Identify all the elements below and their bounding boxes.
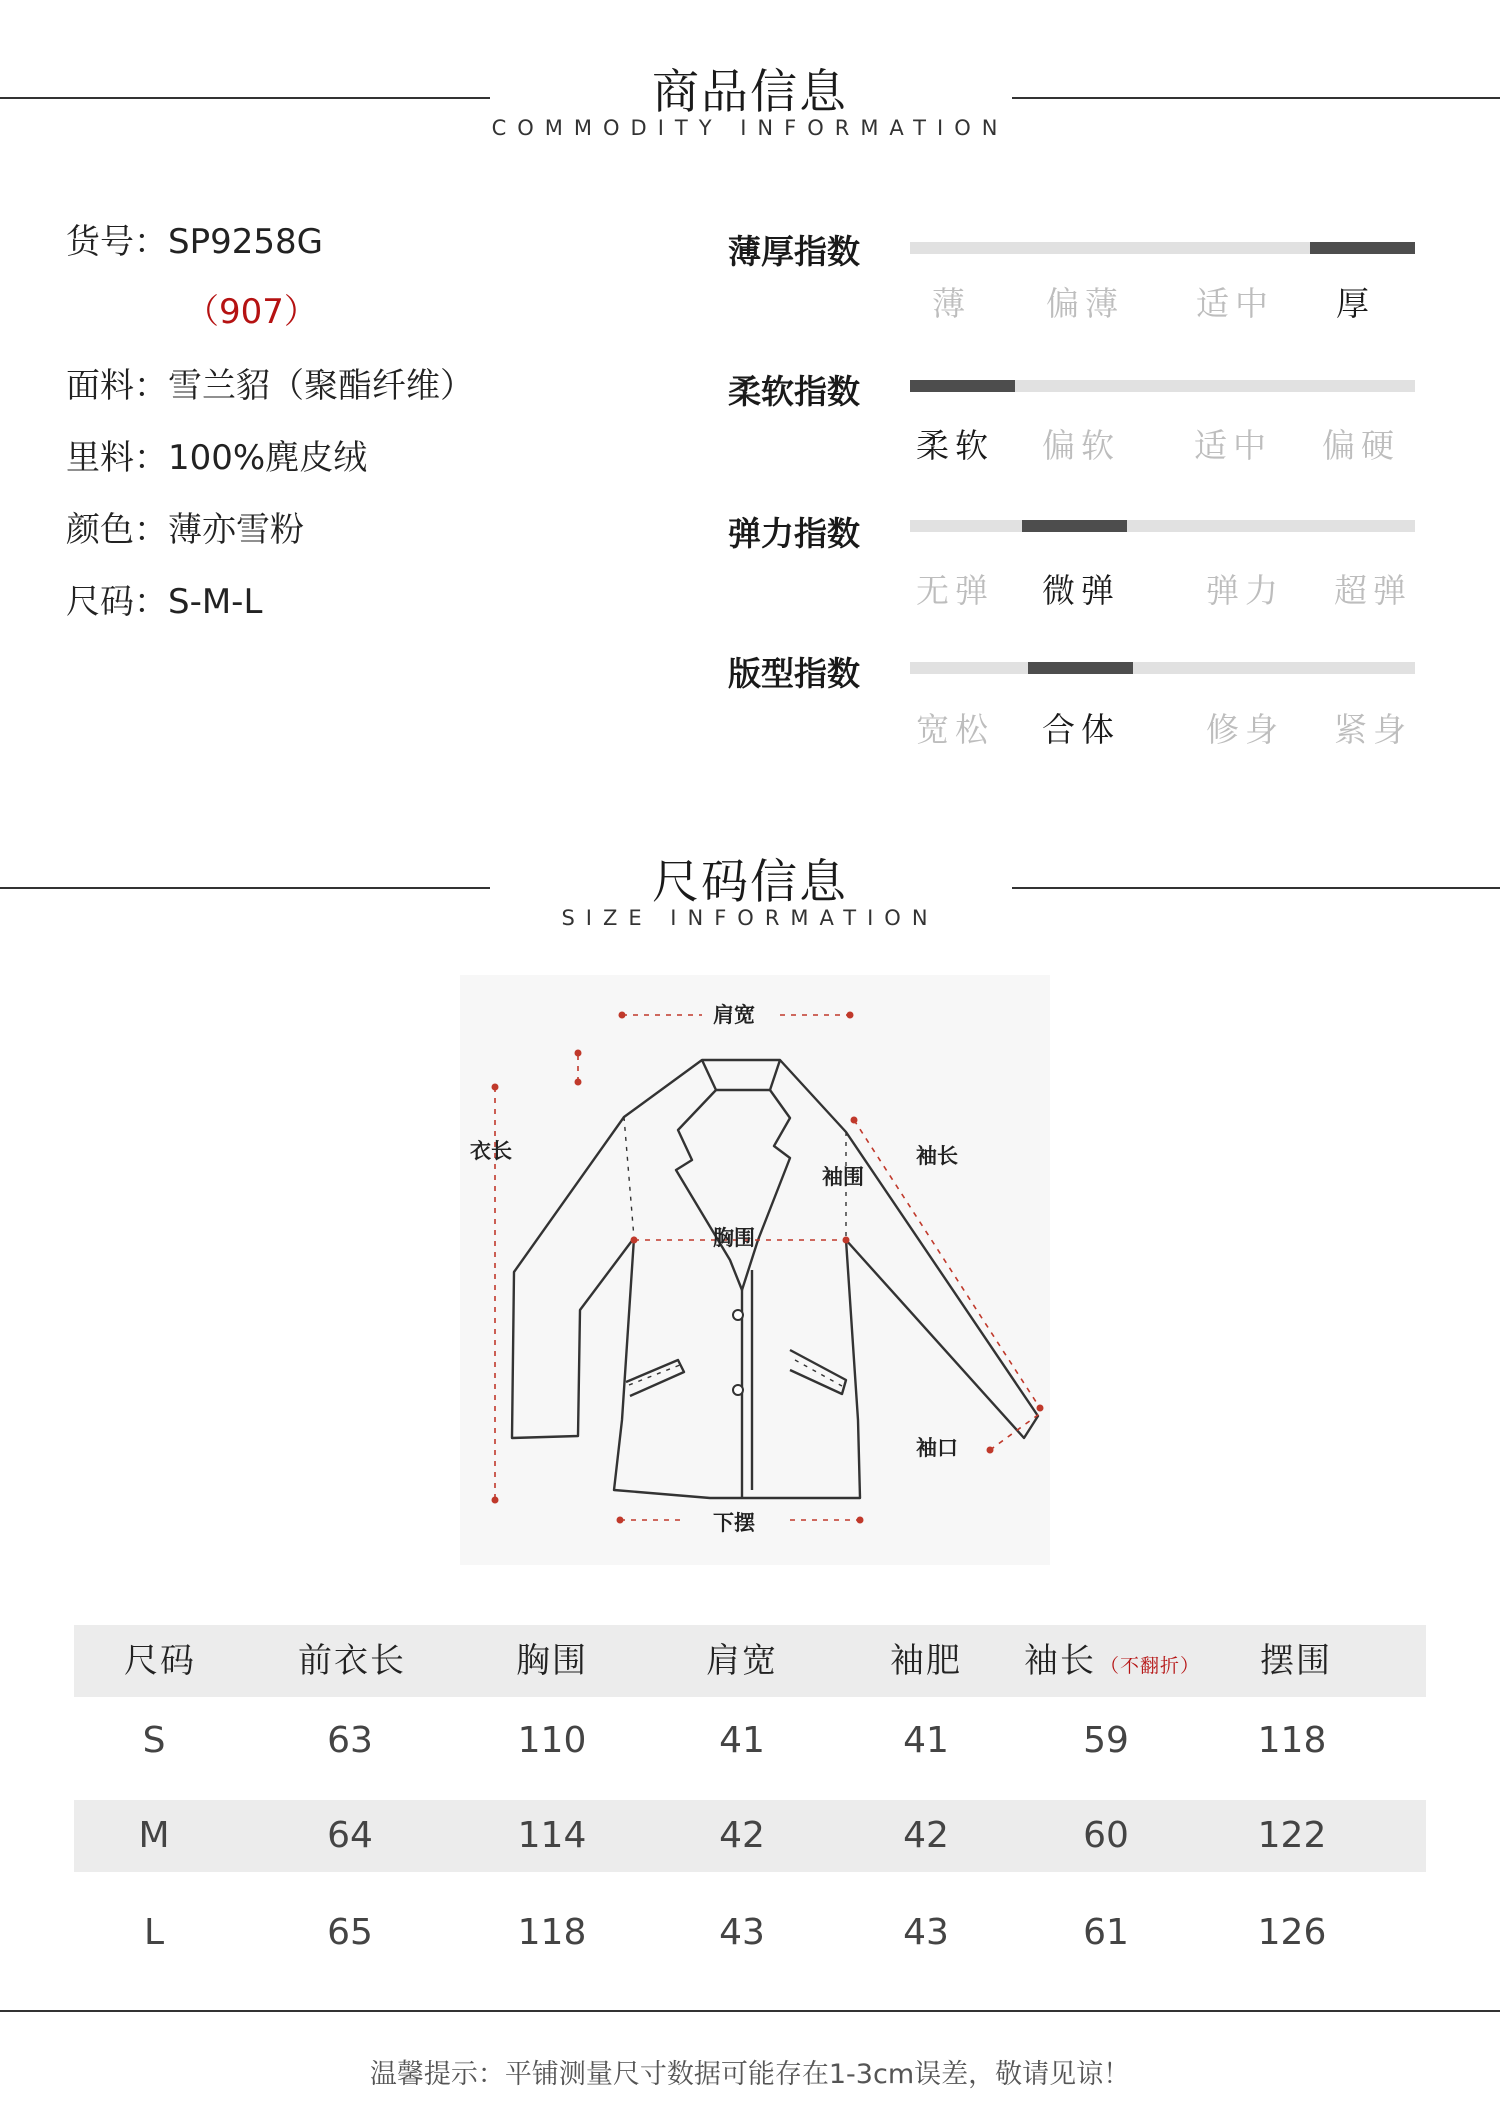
table-cell: 110 xyxy=(517,1720,587,1761)
size-label: 尺码： xyxy=(66,582,168,622)
table-row xyxy=(74,1800,1426,1872)
index-option: 宽松 xyxy=(916,710,994,749)
header-hem: 摆围 xyxy=(1260,1641,1332,1681)
size-subtitle: SIZE INFORMATION xyxy=(561,906,939,930)
header-sleeve-length-group xyxy=(1024,1625,1200,1697)
table-cell: 65 xyxy=(327,1912,373,1953)
header-shoulder: 肩宽 xyxy=(706,1641,778,1681)
fabric-label: 面料： xyxy=(66,366,168,406)
index-option: 弹力 xyxy=(1206,571,1284,610)
index-track xyxy=(910,520,1415,532)
table-cell: 118 xyxy=(517,1912,587,1953)
size-table-header xyxy=(74,1625,1426,1697)
color-label: 颜色： xyxy=(66,510,168,550)
header-sleeve-note: （不翻折） xyxy=(1099,1655,1201,1677)
header-sleeve-width: 袖肥 xyxy=(890,1641,962,1681)
commodity-subtitle: COMMODITY INFORMATION xyxy=(491,116,1009,140)
index-option-selected: 厚 xyxy=(1336,284,1375,323)
lining-row xyxy=(66,430,367,479)
table-row xyxy=(74,1897,1426,1969)
code-value: SP9258G xyxy=(168,222,323,262)
table-cell: 42 xyxy=(719,1815,765,1856)
index-label: 弹力指数 xyxy=(728,514,860,553)
table-cell: L xyxy=(143,1912,165,1953)
index-option: 适中 xyxy=(1196,284,1274,323)
index-option: 偏软 xyxy=(1042,426,1120,465)
header-front-length: 前衣长 xyxy=(298,1641,406,1681)
table-cell: 126 xyxy=(1257,1912,1327,1953)
color-row xyxy=(66,502,304,551)
index-label: 版型指数 xyxy=(728,654,860,693)
size-value: S-M-L xyxy=(168,582,263,622)
table-cell: M xyxy=(138,1815,170,1856)
index-option: 无弹 xyxy=(916,571,994,610)
index-fill xyxy=(910,380,1015,392)
commodity-title: 商品信息 xyxy=(652,65,848,120)
size-row xyxy=(66,574,262,623)
diagram-label-sleeve-length: 袖长 xyxy=(916,1144,958,1168)
index-option-selected: 柔软 xyxy=(916,426,994,465)
diagram-label-shoulder: 肩宽 xyxy=(713,1003,755,1027)
fabric-row xyxy=(66,358,474,407)
index-fill xyxy=(1310,242,1415,254)
bottom-divider xyxy=(0,2010,1500,2012)
table-row xyxy=(74,1705,1426,1777)
lining-label: 里料： xyxy=(66,438,168,478)
table-cell: 42 xyxy=(903,1815,949,1856)
diagram-label-cuff: 袖口 xyxy=(916,1436,958,1460)
index-option-selected: 微弹 xyxy=(1042,571,1120,610)
color-value: 薄亦雪粉 xyxy=(168,510,304,550)
table-cell: 41 xyxy=(903,1720,949,1761)
diagram-label-length: 衣长 xyxy=(470,1139,512,1163)
header-chest: 胸围 xyxy=(516,1641,588,1681)
index-fill xyxy=(1022,520,1127,532)
code-label: 货号： xyxy=(66,222,168,262)
index-option-selected: 合体 xyxy=(1042,710,1120,749)
header-sleeve-length: 袖长 xyxy=(1023,1641,1096,1681)
table-cell: 59 xyxy=(1083,1720,1129,1761)
index-option: 修身 xyxy=(1206,710,1284,749)
table-cell: 63 xyxy=(327,1720,373,1761)
index-option: 薄 xyxy=(932,284,971,323)
index-fill xyxy=(1028,662,1133,674)
index-track xyxy=(910,380,1415,392)
table-cell: 61 xyxy=(1083,1912,1129,1953)
size-title: 尺码信息 xyxy=(652,855,848,910)
index-track xyxy=(910,242,1415,254)
table-cell: 41 xyxy=(719,1720,765,1761)
table-cell: 122 xyxy=(1257,1815,1327,1856)
table-cell: 60 xyxy=(1083,1815,1129,1856)
index-track xyxy=(910,662,1415,674)
diagram-label-sleeve-width: 袖围 xyxy=(822,1165,864,1189)
product-code-row xyxy=(66,214,323,263)
table-cell: S xyxy=(142,1720,166,1761)
lining-value: 100%麂皮绒 xyxy=(168,438,368,478)
index-option: 偏硬 xyxy=(1322,426,1400,465)
index-option: 超弹 xyxy=(1334,571,1412,610)
diagram-label-chest: 胸围 xyxy=(713,1226,755,1250)
jacket-measurement-diagram xyxy=(460,975,1050,1565)
index-label: 薄厚指数 xyxy=(728,232,860,271)
header-size: 尺码 xyxy=(124,1641,196,1681)
index-label: 柔软指数 xyxy=(728,372,860,411)
index-option: 适中 xyxy=(1194,426,1272,465)
diagram-label-hem: 下摆 xyxy=(713,1511,755,1535)
table-cell: 118 xyxy=(1257,1720,1327,1761)
fabric-value: 雪兰貂（聚酯纤维） xyxy=(168,366,474,406)
table-cell: 114 xyxy=(517,1815,587,1856)
index-option: 偏薄 xyxy=(1046,284,1124,323)
index-option: 紧身 xyxy=(1334,710,1412,749)
table-cell: 43 xyxy=(903,1912,949,1953)
measurement-tip: 温馨提示：平铺测量尺寸数据可能存在1-3cm误差，敬请见谅！ xyxy=(369,2059,1131,2090)
table-cell: 43 xyxy=(719,1912,765,1953)
code-sub: （907） xyxy=(185,292,318,332)
table-cell: 64 xyxy=(327,1815,373,1856)
